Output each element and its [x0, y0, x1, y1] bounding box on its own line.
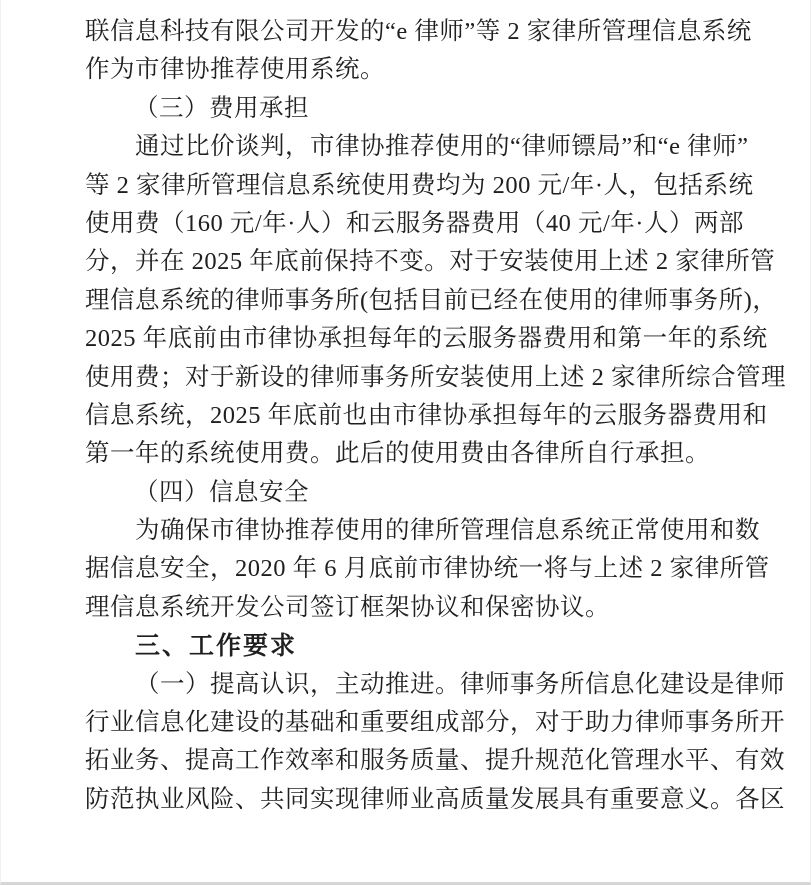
text-line: 等 2 家 律 所 管 理 信 息 系 统 使 用 费 均 为 2 0 0 元 / 年 · 人 ， 包 括 系 统 — [85, 171, 754, 199]
text-line: 信 息 系 统 ， 2 0 2 5 年 底 前 也 由 市 律 协 承 担 每 年 的 云 服 务 器 费 用 和 — [85, 401, 768, 429]
text-line: 理信息系统开发公司签订框架协议和保密协议。 — [85, 593, 610, 621]
text-line: 防 范 执 业 风 险 、 共 同 实 现 律 师 业 高 质 量 发 展 具 有 重 要 意 义 。 各 区 — [85, 785, 785, 813]
document-content — [85, 13, 786, 819]
text-line: 为 确 保 市 律 协 推 荐 使 用 的 律 所 管 理 信 息 系 统 正 常 使 用 和 数 — [135, 517, 760, 545]
text-line: 2 0 2 5 年 底 前 由 市 律 协 承 担 每 年 的 云 服 务 器 费 用 和 第 一 年 的 系 统 — [85, 325, 768, 353]
text-line: 使 用 费 （ 1 6 0 元 / 年 · 人 ） 和 云 服 务 器 费 用 （ 4 0 元 / 年 · 人 ） 两 部 — [85, 209, 744, 237]
text-line: 拓 业 务 、 提 高 工 作 效 率 和 服 务 质 量 、 提 升 规 范 化 管 理 水 平 、 有 效 — [85, 747, 785, 775]
text-line: 作为市律协推荐使用系统。 — [85, 56, 385, 84]
text-line: 通 过 比 价 谈 判 ， 市 律 协 推 荐 使 用 的 “ 律 师 镖 局 ” 和 “ e 律 师 ” — [135, 133, 749, 161]
text-line: （三）费用承担 — [134, 94, 309, 122]
text-line: 据 信 息 安 全 ， 2 0 2 0 年 6 月 底 前 市 律 协 统 一 将 与 上 述 2 家 律 所 管 — [85, 555, 770, 583]
text-line: 联 信 息 科 技 有 限 公 司 开 发 的 “ e 律 师 ” 等 2 家 律 所 管 理 信 息 系 统 — [85, 18, 752, 45]
text-line: 行 业 信 息 化 建 设 的 基 础 和 重 要 组 成 部 分 ， 对 于 助 力 律 师 事 务 所 开 — [85, 709, 785, 737]
text-line: 理 信 息 系 统 的 律 师 事 务 所 ( 包 括 目 前 已 经 在 使 用 的 律 师 事 务 所 ) ， — [85, 286, 778, 314]
text-line: （四）信息安全 — [134, 478, 309, 506]
text-line: 分 ， 并 在 2 0 2 5 年 底 前 保 持 不 变 。 对 于 安 装 使 用 上 述 2 家 律 所 管 — [85, 248, 776, 276]
text-line: 三、工作要求 — [135, 632, 298, 661]
text-line: 使 用 费 ； 对 于 新 设 的 律 师 事 务 所 安 装 使 用 上 述 2 家 律 所 综 合 管 理 — [85, 363, 786, 391]
text-line: 第一年的系统使用费。此后的使用费由各律所自行承担。 — [85, 440, 710, 468]
text-line: （ 一 ） 提 高 认 识 ， 主 动 推 进 。 律 师 事 务 所 信 息 化 建 设 是 律 师 — [135, 670, 785, 698]
